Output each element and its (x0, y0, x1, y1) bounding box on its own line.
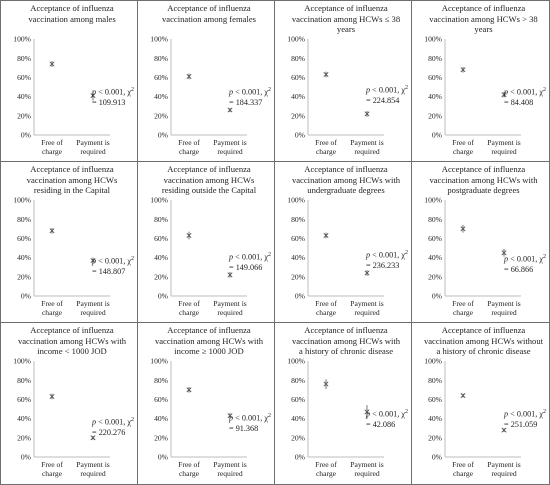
stat-annotation (504, 252, 546, 275)
y-tick-label: 0% (294, 130, 305, 140)
chart-title-line: vaccination among HCWs with (17, 335, 127, 346)
y-tick-label: 100% (287, 34, 305, 44)
chi-square-value: = 184.337 (229, 97, 263, 107)
y-tick-label: 100% (150, 34, 168, 44)
stat-annotation (504, 85, 546, 108)
chart-title-line: vaccination among HCWs (26, 174, 118, 185)
y-tick-label: 20% (291, 111, 305, 121)
stat-line (366, 248, 408, 261)
chart-title-line: Acceptance of influenza (167, 3, 251, 13)
y-tick-label: 100% (13, 34, 31, 44)
y-tick-label: 100% (424, 195, 442, 205)
chi-square-value: = 42.086 (366, 419, 396, 429)
plot-area (138, 1, 275, 162)
y-tick-label: 0% (20, 130, 31, 140)
chart-title-line: vaccination among HCWs (163, 174, 255, 185)
p-value: < 0.001, χ (233, 87, 268, 97)
x-category-label: Free of (452, 460, 474, 469)
chi-square-value: = 224.854 (366, 95, 400, 105)
stat-line (92, 415, 134, 428)
y-tick-label: 80% (154, 214, 168, 224)
chart-title-line: years (336, 24, 356, 34)
p-symbol: p (229, 87, 234, 97)
x-category-label: Payment is (76, 138, 110, 147)
chi-square-superscript: 2 (543, 254, 546, 260)
chart-title-line: vaccination among HCWs without (423, 335, 544, 346)
plot-area (412, 162, 549, 323)
y-tick-label: 80% (428, 53, 442, 63)
p-value: < 0.001, χ (233, 413, 268, 423)
chart-title-line: Acceptance of influenza (30, 164, 114, 174)
stat-annotation (92, 85, 134, 108)
plot-area (1, 162, 138, 323)
y-tick-label: 80% (291, 53, 305, 63)
x-category-label: required (491, 308, 517, 317)
chart-title-line: Acceptance of influenza (441, 164, 526, 174)
chart-title-line: Acceptance of influenza (441, 3, 526, 13)
chart-title-line: postgraduate degrees (447, 185, 520, 195)
chart-title-line: a history of chronic disease (436, 346, 531, 356)
y-tick-label: 0% (157, 130, 168, 140)
y-tick-label: 40% (154, 253, 168, 263)
p-symbol: p (92, 256, 97, 266)
y-tick-label: 40% (17, 92, 31, 102)
y-tick-label: 40% (428, 253, 442, 263)
stat-annotation (229, 85, 271, 108)
x-category-label: Payment is (76, 299, 110, 308)
y-tick-label: 40% (291, 414, 305, 424)
chart-title-line: vaccination among HCWs with (154, 335, 264, 346)
y-tick-label: 20% (428, 433, 442, 443)
stat-line (504, 407, 546, 420)
stat-annotation (229, 250, 271, 273)
chi-square-value: = 220.276 (92, 427, 126, 437)
plot-area (138, 323, 275, 484)
x-category-label: required (354, 469, 380, 478)
x-category-label: Payment is (487, 299, 521, 308)
chart-title-line: vaccination among females (161, 13, 256, 24)
y-tick-label: 0% (157, 291, 168, 301)
chart-panel (138, 1, 275, 162)
plot-area (275, 1, 412, 162)
y-tick-label: 0% (431, 291, 442, 301)
chart-title-line: vaccination among HCWs with (291, 335, 401, 346)
y-tick-label: 40% (154, 92, 168, 102)
y-tick-label: 40% (17, 253, 31, 263)
stat-annotation (366, 248, 408, 271)
x-category-label: charge (178, 469, 200, 478)
stat-line (229, 85, 271, 98)
x-category-label: required (80, 308, 106, 317)
p-value: < 0.001, χ (508, 254, 543, 264)
x-category-label: required (354, 147, 380, 156)
p-value: < 0.001, χ (96, 417, 131, 427)
chi-square-superscript: 2 (268, 252, 271, 258)
y-tick-label: 60% (17, 73, 31, 82)
x-category-label: required (354, 308, 380, 317)
x-category-label: required (80, 147, 106, 156)
chart-title-line: Acceptance of influenza (30, 3, 114, 13)
x-category-label: charge (41, 147, 63, 156)
stat-annotation (229, 411, 271, 434)
p-symbol: p (504, 254, 509, 264)
x-category-label: required (491, 147, 517, 156)
y-tick-label: 80% (428, 214, 442, 224)
chart-panel (275, 1, 412, 162)
y-tick-label: 60% (291, 395, 305, 404)
x-category-label: Free of (41, 299, 63, 308)
chi-square-value: = 148.807 (92, 266, 126, 276)
y-tick-label: 100% (287, 356, 305, 366)
y-tick-label: 20% (17, 272, 31, 282)
chart-title-line: Acceptance of influenza (304, 325, 388, 335)
y-tick-label: 20% (154, 433, 168, 443)
stat-line (229, 411, 271, 424)
x-category-label: Payment is (213, 138, 247, 147)
chart-title-line: Acceptance of influenza (441, 325, 526, 335)
y-tick-label: 40% (291, 92, 305, 102)
y-tick-label: 60% (17, 234, 31, 243)
y-tick-label: 60% (17, 395, 31, 404)
x-category-label: Free of (452, 138, 474, 147)
x-category-label: Free of (41, 460, 63, 469)
x-category-label: required (217, 147, 243, 156)
x-category-label: charge (315, 147, 337, 156)
x-category-label: charge (41, 469, 63, 478)
y-tick-label: 80% (428, 375, 442, 385)
p-symbol: p (366, 409, 371, 419)
chi-square-superscript: 2 (131, 417, 134, 423)
p-symbol: p (229, 413, 234, 423)
stat-line (504, 252, 546, 265)
chi-square-superscript: 2 (543, 409, 546, 415)
p-symbol: p (92, 87, 97, 97)
plot-area (412, 1, 549, 162)
x-category-label: charge (452, 147, 474, 156)
y-tick-label: 100% (13, 195, 31, 205)
p-value: < 0.001, χ (233, 252, 268, 262)
p-value: < 0.001, χ (370, 409, 405, 419)
chart-panel (1, 323, 138, 484)
y-tick-label: 20% (428, 111, 442, 121)
p-value: < 0.001, χ (508, 87, 543, 97)
stat-annotation (366, 83, 408, 106)
y-tick-label: 0% (157, 452, 168, 462)
y-tick-label: 80% (17, 214, 31, 224)
chart-title-line: Acceptance of influenza (167, 325, 251, 335)
chart-panel (1, 162, 138, 323)
p-value: < 0.001, χ (508, 409, 543, 419)
chi-square-superscript: 2 (131, 87, 134, 93)
y-tick-label: 40% (17, 414, 31, 424)
chart-title-line: Acceptance of influenza (167, 164, 251, 174)
p-value: < 0.001, χ (370, 85, 405, 95)
y-tick-label: 60% (428, 234, 442, 243)
y-tick-label: 20% (17, 111, 31, 121)
stat-line (92, 254, 134, 267)
y-tick-label: 20% (154, 111, 168, 121)
plot-area (275, 162, 412, 323)
chart-title-line: income < 1000 JOD (37, 346, 107, 356)
x-category-label: Payment is (487, 460, 521, 469)
p-symbol: p (504, 87, 509, 97)
y-tick-label: 80% (291, 214, 305, 224)
x-category-label: Free of (315, 138, 337, 147)
chart-title-line: a history of chronic disease (298, 346, 394, 356)
y-tick-label: 20% (291, 272, 305, 282)
x-category-label: Payment is (76, 460, 110, 469)
x-category-label: charge (452, 469, 474, 478)
y-tick-label: 100% (424, 356, 442, 366)
chi-square-superscript: 2 (543, 87, 546, 93)
chi-square-value: = 236.233 (366, 260, 400, 270)
stat-line (229, 250, 271, 263)
y-tick-label: 0% (431, 452, 442, 462)
chi-square-superscript: 2 (405, 250, 408, 256)
x-category-label: Free of (178, 460, 200, 469)
chart-title-line: income ≥ 1000 JOD (174, 346, 244, 356)
chart-title-line: Acceptance of influenza (304, 164, 388, 174)
x-category-label: charge (178, 147, 200, 156)
y-tick-label: 20% (428, 272, 442, 282)
y-tick-label: 40% (428, 414, 442, 424)
x-category-label: Payment is (350, 460, 384, 469)
stat-line (366, 407, 408, 420)
y-tick-label: 0% (20, 452, 31, 462)
stat-annotation (92, 415, 134, 438)
stat-line (92, 85, 134, 98)
y-tick-label: 0% (294, 452, 305, 462)
plot-area (138, 162, 275, 323)
p-symbol: p (229, 252, 234, 262)
y-tick-label: 60% (154, 395, 168, 404)
chart-panel (412, 162, 549, 323)
chart-panel (412, 1, 549, 162)
chart-title-line: vaccination among HCWs ≤ 38 (291, 13, 401, 24)
p-value: < 0.001, χ (96, 87, 131, 97)
chart-panel (412, 323, 549, 484)
chart-title-line: residing in the Capital (33, 185, 111, 195)
chi-square-value: = 91.368 (229, 423, 259, 433)
stat-annotation (92, 254, 134, 277)
chart-panel (275, 323, 412, 484)
y-tick-label: 0% (20, 291, 31, 301)
plot-area (275, 323, 412, 484)
y-tick-label: 60% (428, 73, 442, 82)
p-symbol: p (504, 409, 509, 419)
chart-panel (138, 323, 275, 484)
chi-square-value: = 251.059 (504, 419, 538, 429)
p-symbol: p (366, 85, 371, 95)
x-category-label: required (217, 308, 243, 317)
x-category-label: Payment is (350, 138, 384, 147)
y-tick-label: 100% (150, 356, 168, 366)
y-tick-label: 80% (291, 375, 305, 385)
y-tick-label: 0% (431, 130, 442, 140)
x-category-label: charge (178, 308, 200, 317)
x-category-label: Free of (315, 299, 337, 308)
x-category-label: Payment is (350, 299, 384, 308)
chi-square-value: = 66.866 (504, 264, 534, 274)
y-tick-label: 20% (291, 433, 305, 443)
y-tick-label: 80% (154, 375, 168, 385)
stat-line (366, 83, 408, 96)
x-category-label: charge (315, 469, 337, 478)
chart-title-line: vaccination among HCWs with (291, 174, 401, 185)
chart-title-line: years (474, 24, 493, 34)
plot-area (1, 323, 138, 484)
y-tick-label: 20% (17, 433, 31, 443)
y-tick-label: 20% (154, 272, 168, 282)
y-tick-label: 80% (17, 375, 31, 385)
chi-square-value: = 149.066 (229, 262, 263, 272)
y-tick-label: 40% (154, 414, 168, 424)
x-category-label: Free of (41, 138, 63, 147)
x-category-label: charge (452, 308, 474, 317)
x-category-label: required (491, 469, 517, 478)
chi-square-value: = 84.408 (504, 97, 534, 107)
y-tick-label: 100% (424, 34, 442, 44)
x-category-label: Payment is (213, 460, 247, 469)
x-category-label: Free of (452, 299, 474, 308)
chart-title-line: undergraduate degrees (307, 185, 385, 195)
plot-area (1, 1, 138, 162)
y-tick-label: 60% (291, 73, 305, 82)
x-category-label: Free of (315, 460, 337, 469)
y-tick-label: 60% (154, 73, 168, 82)
y-tick-label: 80% (154, 53, 168, 63)
chart-panel (1, 1, 138, 162)
chart-panel (138, 162, 275, 323)
chart-title-line: Acceptance of influenza (30, 325, 114, 335)
y-tick-label: 100% (287, 195, 305, 205)
chart-title-line: vaccination among HCWs with (429, 174, 538, 185)
y-tick-label: 100% (150, 195, 168, 205)
chi-square-superscript: 2 (405, 409, 408, 415)
x-category-label: Free of (178, 299, 200, 308)
y-tick-label: 0% (294, 291, 305, 301)
plot-area (412, 323, 549, 484)
chi-square-superscript: 2 (131, 256, 134, 262)
chi-square-superscript: 2 (405, 85, 408, 91)
chart-title-line: residing outside the Capital (161, 185, 257, 195)
y-tick-label: 40% (291, 253, 305, 263)
p-symbol: p (366, 250, 371, 260)
x-category-label: charge (315, 308, 337, 317)
chart-title-line: vaccination among HCWs > 38 (429, 13, 538, 24)
chi-square-superscript: 2 (268, 87, 271, 93)
stat-line (504, 85, 546, 98)
chi-square-superscript: 2 (268, 413, 271, 419)
p-value: < 0.001, χ (96, 256, 131, 266)
p-symbol: p (92, 417, 97, 427)
chart-title-line: Acceptance of influenza (304, 3, 388, 13)
p-value: < 0.001, χ (370, 250, 405, 260)
y-tick-label: 80% (17, 53, 31, 63)
y-tick-label: 60% (154, 234, 168, 243)
chart-title-line: vaccination among males (28, 13, 116, 24)
chart-panel (275, 162, 412, 323)
stat-annotation (366, 407, 408, 430)
y-tick-label: 40% (428, 92, 442, 102)
stat-annotation (504, 407, 546, 430)
chi-square-value: = 109.913 (92, 97, 126, 107)
y-tick-label: 100% (13, 356, 31, 366)
x-category-label: Payment is (213, 299, 247, 308)
x-category-label: required (80, 469, 106, 478)
x-category-label: Free of (178, 138, 200, 147)
x-category-label: Payment is (487, 138, 521, 147)
x-category-label: charge (41, 308, 63, 317)
x-category-label: required (217, 469, 243, 478)
y-tick-label: 60% (428, 395, 442, 404)
y-tick-label: 60% (291, 234, 305, 243)
